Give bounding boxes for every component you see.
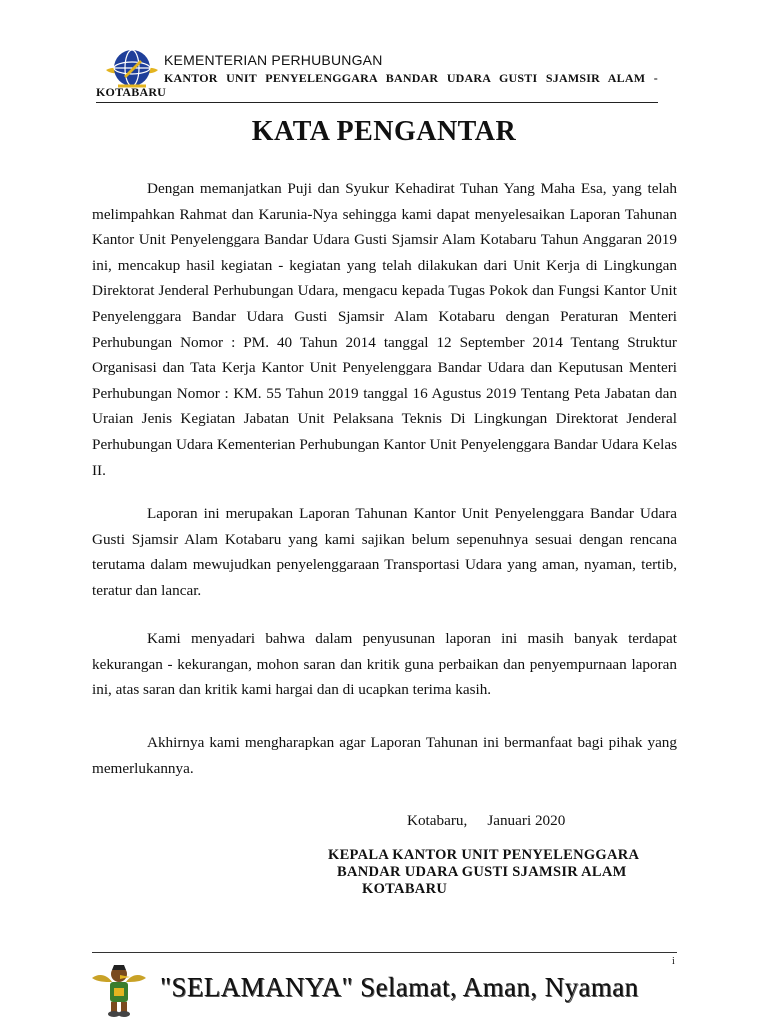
place-date: [407, 812, 565, 830]
paragraph-4: Akhirnya kami mengharapkan agar Laporan Tahunan ini bermanfaat bagi pihak yang memerlukannya.: [92, 734, 677, 777]
footer-slogan: "SELAMANYA" Selamat, Aman, Nyaman: [160, 972, 639, 1002]
page-number: i: [672, 956, 675, 967]
office-name-line-2: KOTABARU: [96, 85, 167, 99]
office-name-line-1: KANTOR UNIT PENYELENGGARA BANDAR UDARA GUSTI SJAMSIR ALAM -: [164, 71, 658, 85]
paragraph-1: Dengan memanjatkan Puji dan Syukur Kehadirat Tuhan Yang Maha Esa, yang telah melimpahkan Rahmat dan Karunia-Nya sehingga kami dapat menyelesaikan Laporan Tahunan Kantor Unit Penyelenggara Bandar Udara Gusti Sjamsir Alam Kotabaru Tahun Anggaran 2019 ini, mencakup hasil kegiatan - kegiatan yang telah dilakukan dari Unit Kerja di Lingkungan Direktorat Jenderal Perhubungan Udara, mengacu kepada Tugas Pokok dan Fungsi Kantor Unit Penyelenggara Bandar Udara Gusti Sjamsir Alam Kotabaru dengan Peraturan Menteri Perhubungan Nomor : PM. 40 Tahun 2014 tanggal 12 September 2014 Tentang Struktur Organisasi dan Tata Kerja Kantor Unit Penyelenggara Bandar Udara dan Keputusan Menteri Perhubungan Nomor : KM. 55 Tahun 2019 tanggal 16 Agustus 2019 Tentang Peta Jabatan dan Uraian Jenis Kegiatan Jabatan Unit Pelaksana Teknis Di Lingkungan Direktorat Jenderal Perhubungan Udara Kementerian Perhubungan Kantor Unit Penyelenggara Bandar Udara Kelas II.: [92, 180, 677, 479]
signature-line-2: BANDAR UDARA GUSTI SJAMSIR ALAM: [337, 864, 627, 880]
paragraph-2: Laporan ini merupakan Laporan Tahunan Kantor Unit Penyelenggara Bandar Udara Gusti Sjamsir Alam Kotabaru yang kami sajikan belum sepenuhnya sesuai dengan rencana terutama dalam mewujudkan penyelenggaraan Transportasi Udara yang aman, nyaman, tertib, teratur dan lancar.: [92, 505, 677, 599]
mascot-icon: [90, 960, 148, 1018]
header-divider: [96, 102, 658, 103]
place: Kotabaru,: [407, 812, 468, 829]
signature-line-1: KEPALA KANTOR UNIT PENYELENGGARA: [328, 847, 640, 863]
ministry-name: KEMENTERIAN PERHUBUNGAN: [164, 52, 383, 68]
paragraph-3: Kami menyadari bahwa dalam penyusunan laporan ini masih banyak terdapat kekurangan - kekurangan, mohon saran dan kritik guna perbaikan dan penyempurnaan laporan ini, atas saran dan kritik kami hargai dan di ucapkan terima kasih.: [92, 630, 677, 699]
page-title: KATA PENGANTAR: [251, 116, 517, 147]
date: Januari 2020: [487, 812, 566, 829]
footer-divider: [92, 952, 677, 953]
signature-line-3: KOTABARU: [362, 881, 448, 897]
